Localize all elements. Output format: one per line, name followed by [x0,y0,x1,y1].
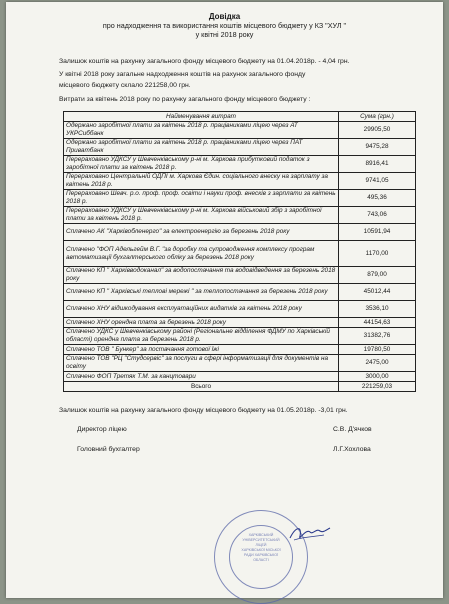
stamp-line: ХАРКІВСЬКИЙ [248,533,274,537]
director-name: С.В. Д'ячков [333,426,372,433]
accountant-name: Л.Г.Хохлова [333,446,371,453]
table-row [64,224,416,241]
doc-subtitle-1: про надходження та використання коштів місцевого бюджету у КЗ "ХУЛ " [102,21,347,30]
stamp-line: УНІВЕРСИТЕТСЬКИЙ [242,538,280,542]
table-row [64,267,416,284]
table-row [64,139,416,156]
table-row [64,207,416,224]
table-row [64,173,416,190]
row-description: Перераховано Центральній ОДПІ м. Харкова Єдин. соціального внеску на зарплату за квітень 2018 р. [64,173,339,190]
row-description: Одержано заробітної плати за квітень 2018 р. працівниками ліцею через АТ УКРСиббанк [64,122,339,139]
row-description: Сплачено ХНУ орендна плата за березень 2018 року [64,318,339,328]
table-row [64,318,416,328]
table-row [64,190,416,207]
table-row [64,372,416,382]
total-row [64,382,416,392]
row-amount: 879,00 [339,267,416,284]
row-description: Сплачено ФОП Третяк Т.М. за канцтовари [64,372,339,382]
row-description: Сплачено "ФОП Адельгейм В.Г. "за доробку та супроводження комплексу програм автоматизації бухгалтерського обліку за березень 2018 року [64,241,339,267]
row-amount: 29905,50 [339,122,416,139]
total-amount: 221259,03 [339,382,416,392]
accountant-label: Головний бухгалтер [77,446,140,453]
row-amount: 1170,00 [339,241,416,267]
balance-start: Залишок коштів на рахунку загального фонду місцевого бюджету на 01.04.2018р. - 4,04 грн. [59,58,350,65]
row-description: Сплачено ХНУ відшкодування експлуатаційних видатків за квітень 2018 року [64,301,339,318]
table-row [64,156,416,173]
row-amount: 19780,50 [339,345,416,355]
row-amount: 44154,63 [339,318,416,328]
document-page [6,2,443,598]
row-amount: 9475,28 [339,139,416,156]
row-description: Сплачено КП " Харківські теплові мережі " за теплопостачання за березень 2018 року [64,284,339,301]
row-description: Сплачено УДКС у Шевченківському районі (Регіональне відділення ФДМУ по Харківській області) орендна плата за березень 2018 р. [64,328,339,345]
table-row [64,355,416,372]
row-description: Сплачено КП " Харківводоканал" за водопостачання та водовідведення за березень 2018 року [64,267,339,284]
row-description: Одержано заробітної плати за квітень 2018 р. працівниками ліцею через ПАТ Приватбанк [64,139,339,156]
table-row [64,284,416,301]
table-row [64,122,416,139]
row-description: Перераховано УДКСУ у Шевченківському р-ні м. Харкова прибутковий податок з заробітної плати за квітень 2018 р. [64,156,339,173]
row-description: Сплачено ТОВ " Бункер" за постачання готової їжі [64,345,339,355]
table-row [64,241,416,267]
row-amount: 3536,10 [339,301,416,318]
row-amount: 2475,00 [339,355,416,372]
row-amount: 743,06 [339,207,416,224]
stamp-line: ОБЛАСТІ [253,558,269,562]
row-amount: 8916,41 [339,156,416,173]
table-row [64,345,416,355]
balance-end: Залишок коштів на рахунку загального фонду місцевого бюджету на 01.05.2018р. -3,01 грн. [59,407,348,414]
row-amount: 9741,05 [339,173,416,190]
doc-subtitle-2: у квітні 2018 року [195,30,254,39]
stamp-line: ХАРКІВСЬКОЇ МІСЬКОЇ [241,548,281,552]
table-row [64,301,416,318]
stamp-line: ЛІЦЕЙ [255,543,267,547]
table-header-row [64,112,416,122]
signature-icon [288,522,332,546]
doc-title: Довідка [208,12,241,21]
income-line-1: У квітні 2018 року загальне надходження коштів на рахунок загального фонду [59,71,306,78]
total-label: Всього [64,382,339,392]
stamp-line: РАДИ ХАРКІВСЬКОЇ [243,553,279,557]
row-description: Сплачено ТОВ "РЦ "Студсервіс" за послуги в сфері інформатизації для документів на освіту [64,355,339,372]
header-amount: Сума (грн.) [339,112,416,122]
row-amount: 10591,94 [339,224,416,241]
header-name: Найменування витрат [64,112,339,122]
table-row [64,328,416,345]
row-amount: 495,36 [339,190,416,207]
expenses-table [63,111,416,392]
income-line-2: місцевого бюджету склало 221258,00 грн. [59,82,191,89]
director-label: Директор ліцею [77,426,127,433]
row-description: Перераховано Шевч. р.о. проф. проф. освіти і науки проф. внесків з зарплати за квітень 2018 р. [64,190,339,207]
row-amount: 31382,76 [339,328,416,345]
row-description: Перераховано УДКСУ у Шевченківському р-ні м. Харкова військовий збір з заробітної плати за квітень 2018 р. [64,207,339,224]
row-amount: 3000,00 [339,372,416,382]
expenses-intro: Витрати за квітень 2018 року по рахунку загального фонду місцевого бюджету : [59,96,311,103]
row-amount: 45012,44 [339,284,416,301]
row-description: Сплачено АК "Харківобленерго" за електроенергію за березень 2018 року [64,224,339,241]
